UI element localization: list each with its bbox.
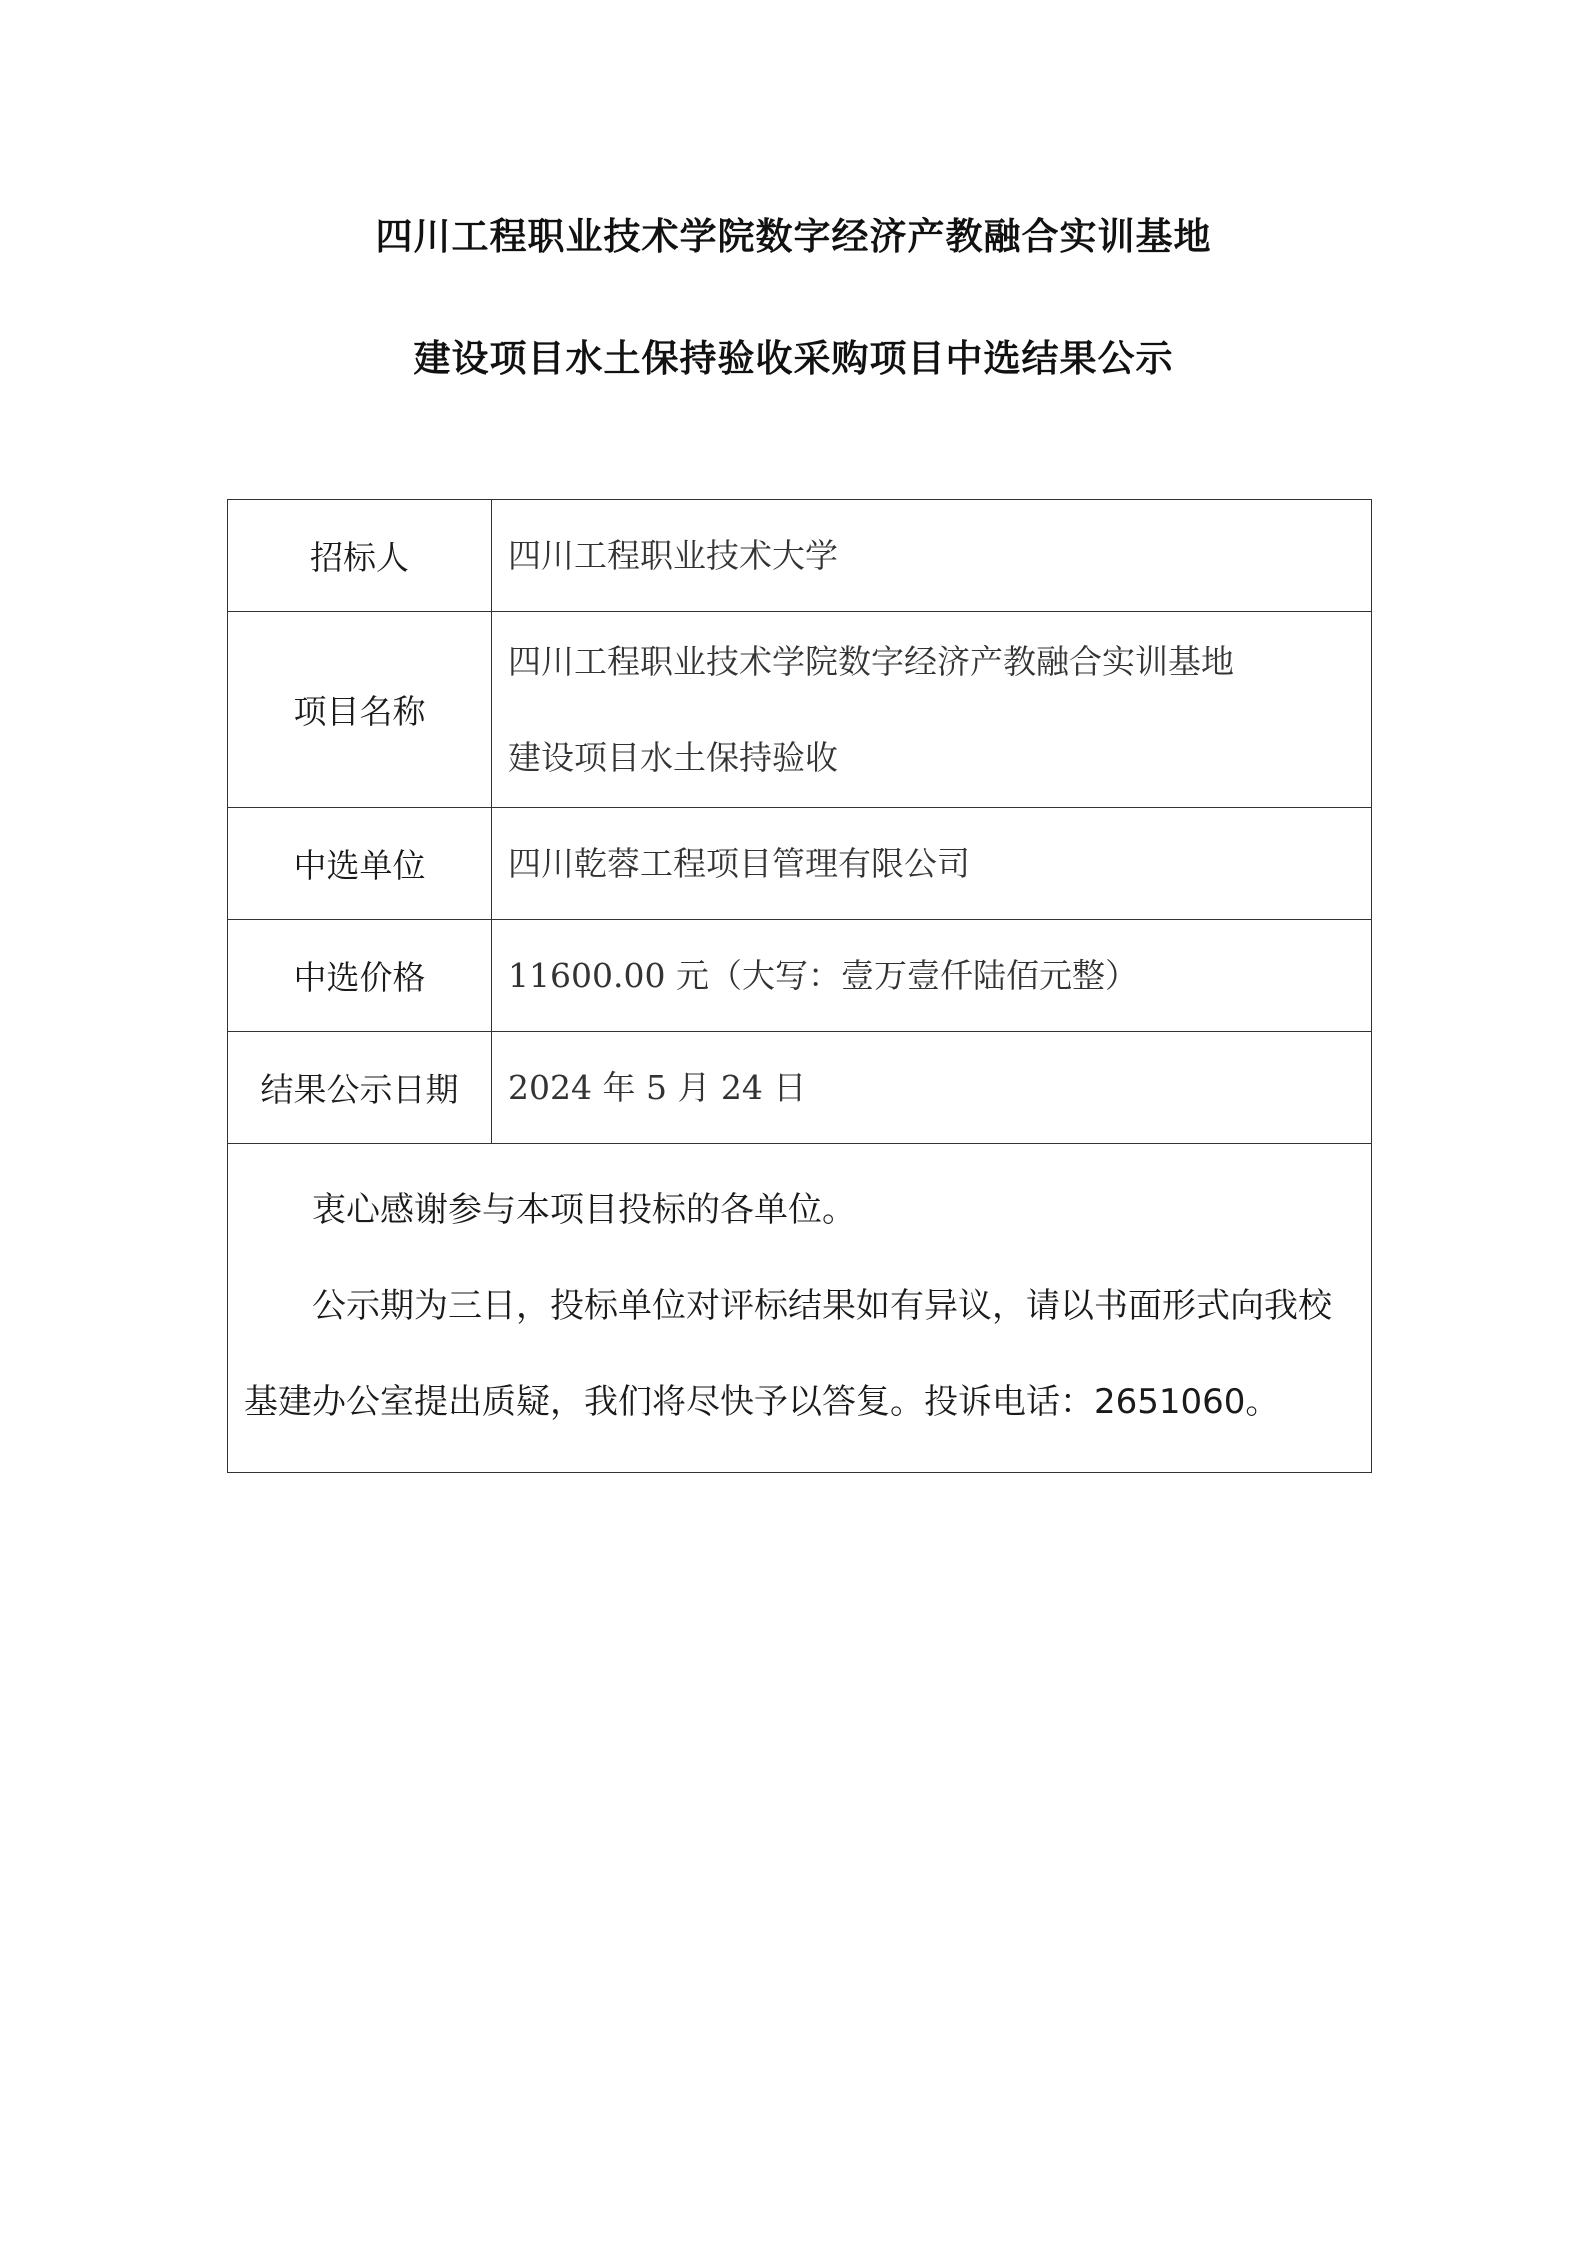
- table-row-price: [228, 920, 1372, 1032]
- value-project-name-line2: 建设项目水土保持验收: [508, 737, 838, 777]
- table-row-bidder: [228, 500, 1372, 612]
- document-title: [0, 212, 1587, 384]
- notice-objection: 公示期为三日，投标单位对评标结果如有异议，请以书面形式向我校基建办公室提出质疑，我们将尽快予以答复。投诉电话：2651060。: [244, 1286, 1332, 1422]
- notice-thanks: 衷心感谢参与本项目投标的各单位。: [312, 1190, 856, 1230]
- table-row-project-name: [228, 612, 1372, 808]
- title-line-1: 四川工程职业技术学院数字经济产教融合实训基地: [375, 215, 1212, 258]
- title-line-2: 建设项目水土保持验收采购项目中选结果公示: [413, 337, 1174, 380]
- label-project-name: 项目名称: [228, 612, 492, 808]
- result-table: [227, 499, 1372, 1473]
- label-date: 结果公示日期: [228, 1032, 492, 1144]
- value-project-name-line1: 四川工程职业技术学院数字经济产教融合实训基地: [508, 641, 1234, 681]
- value-price: 11600.00 元（大写：壹万壹仟陆佰元整）: [492, 920, 1372, 1032]
- table-row-winner: [228, 808, 1372, 920]
- label-price: 中选价格: [228, 920, 492, 1032]
- value-date: 2024 年 5 月 24 日: [492, 1032, 1372, 1144]
- label-bidder: 招标人: [228, 500, 492, 612]
- notice-cell: [228, 1144, 1372, 1473]
- table-row-date: [228, 1032, 1372, 1144]
- value-project-name: [492, 612, 1372, 808]
- table-row-notice: [228, 1144, 1372, 1473]
- value-winner: 四川乾蓉工程项目管理有限公司: [492, 808, 1372, 920]
- label-winner: 中选单位: [228, 808, 492, 920]
- value-bidder: 四川工程职业技术大学: [492, 500, 1372, 612]
